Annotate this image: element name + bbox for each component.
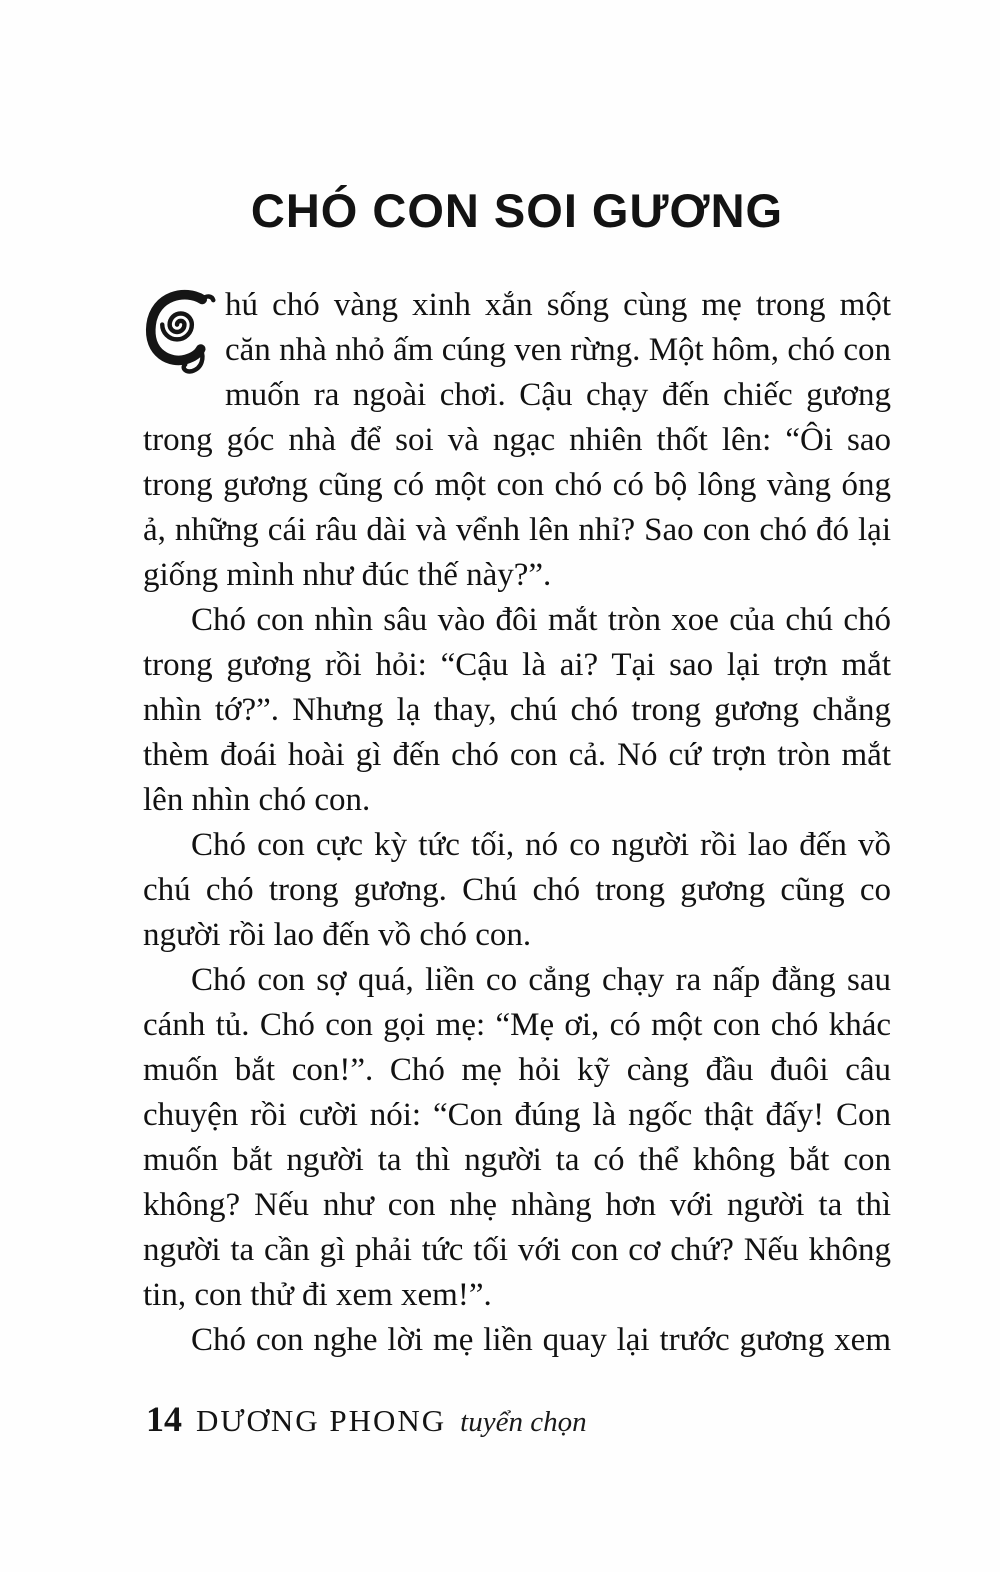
story-paragraph-text: Chó con nghe lời mẹ liền quay lại trước gương xem (191, 1322, 891, 1358)
footer-editor-name: DƯƠNG PHONG (196, 1403, 447, 1438)
story-paragraph-text: Chó con nhìn sâu vào đôi mắt tròn xoe của chú chó trong gương rồi hỏi: “Cậu là ai? Tại sao lại trợn mắt nhìn tớ?”. Nhưng lạ thay, chú chó trong gương chẳng thèm đoái hoài gì đến chó con cả. Nó cứ trợn tròn mắt lên nhìn chó con. (143, 602, 891, 818)
page-footer (146, 1398, 894, 1440)
story-paragraph-text: Chó con cực kỳ tức tối, nó co người rồi lao đến vồ chú chó trong gương. Chú chó trong gương cũng co người rồi lao đến vồ chó con. (143, 827, 891, 953)
page-number: 14 (146, 1399, 182, 1439)
page-title: CHÓ CON SOI GƯƠNG (250, 184, 784, 237)
story-paragraph (143, 598, 891, 823)
story-paragraph-text: Chó con sợ quá, liền co cẳng chạy ra nấp đằng sau cánh tủ. Chó con gọi mẹ: “Mẹ ơi, có một con chó khác muốn bắt con!”. Chó mẹ hỏi kỹ càng đầu đuôi câu chuyện rồi cười nói: “Con đúng là ngốc thật đấy! Con muốn bắt người ta thì người ta có thể không bắt con không? Nếu như con nhẹ nhàng hơn với người ta thì người ta cần gì phải tức tối với con cơ chứ? Nếu không tin, con thử đi xem xem!”. (143, 962, 891, 1313)
dropcap-ornament-c (143, 286, 217, 378)
story-paragraph-text: hú chó vàng xinh xắn sống cùng mẹ trong một căn nhà nhỏ ấm cúng ven rừng. Một hôm, chó con muốn ra ngoài chơi. Cậu chạy đến chiếc gương trong góc nhà để soi và ngạc nhiên thốt lên: “Ôi sao trong gương cũng có một con chó có bộ lông vàng óng ả, những cái râu dài và vểnh lên nhỉ? Sao con chó đó lại giống mình như đúc thế này?”. (143, 287, 891, 593)
story-paragraph (143, 1318, 891, 1363)
story-paragraph (143, 283, 891, 598)
footer-editor-role: tuyển chọn (460, 1406, 587, 1438)
story-paragraph (143, 958, 891, 1318)
story-paragraph (143, 823, 891, 958)
story-body (143, 283, 891, 1363)
